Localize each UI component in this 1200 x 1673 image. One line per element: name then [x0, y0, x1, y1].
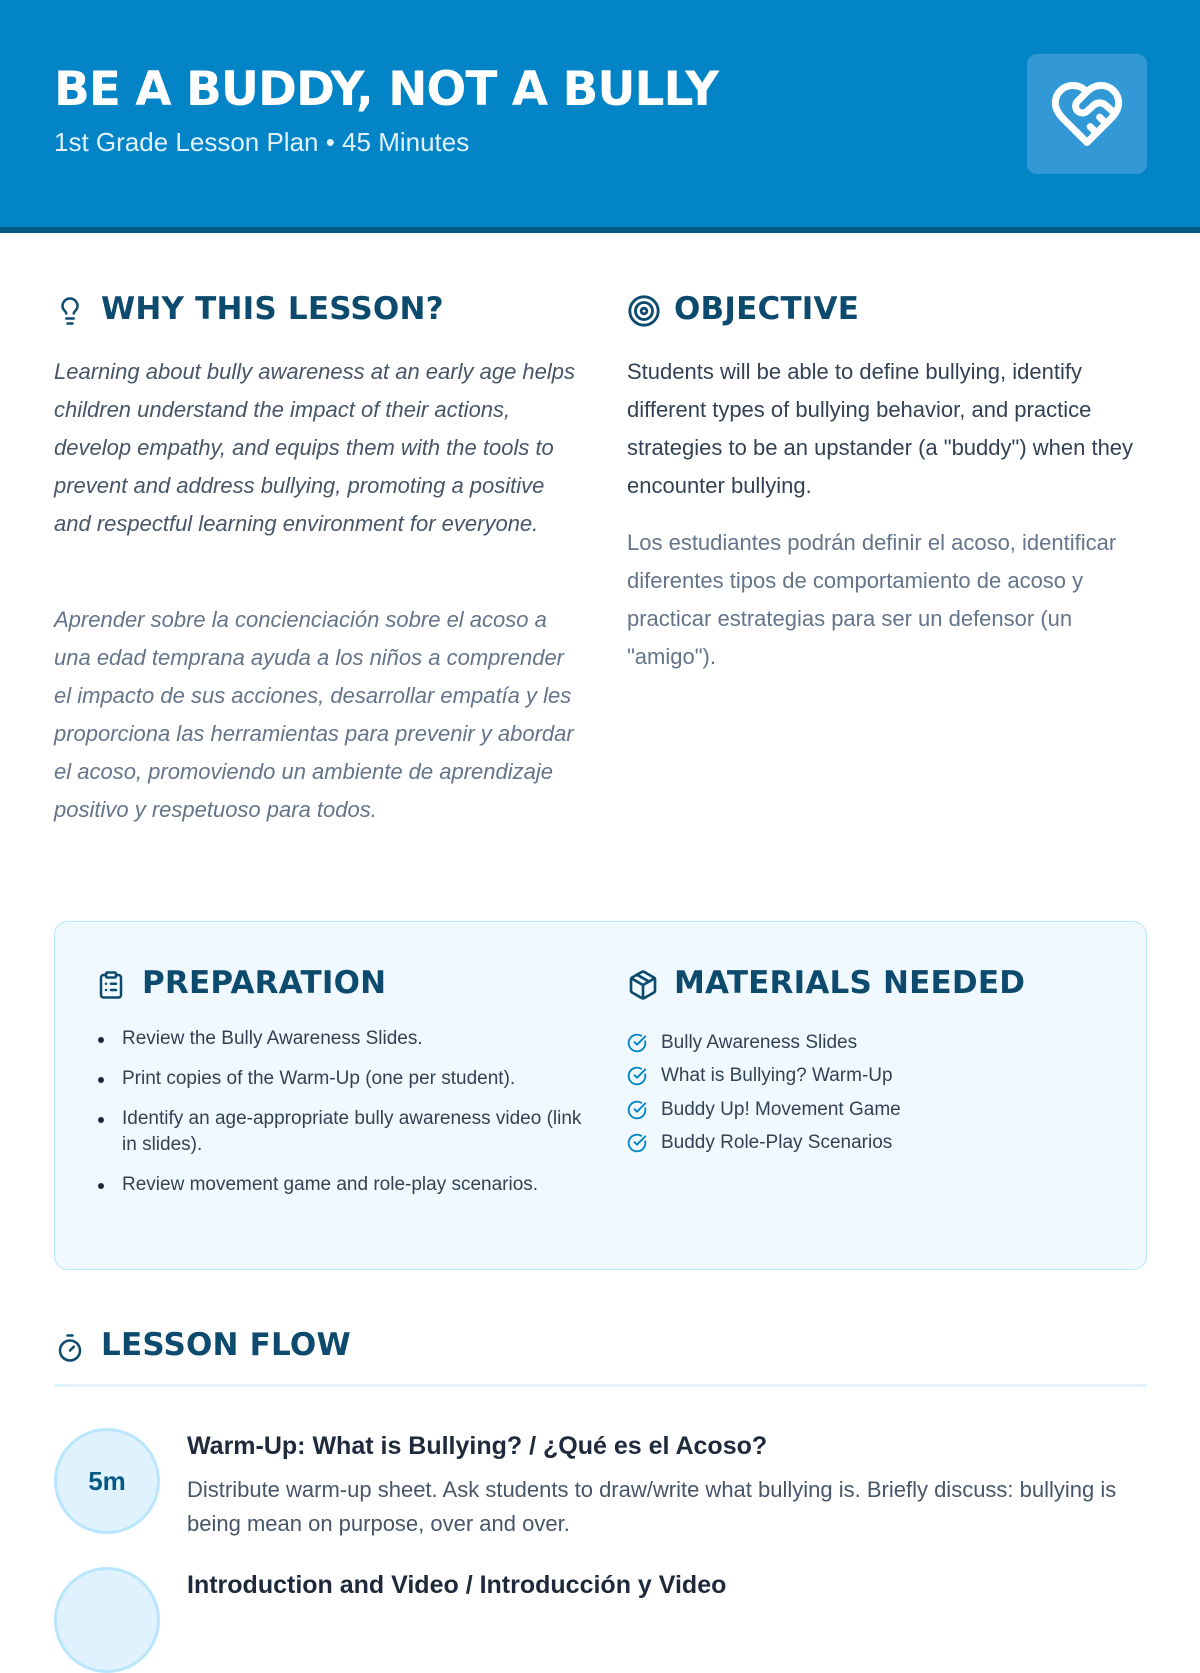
material-label: Bully Awareness Slides [661, 1031, 858, 1053]
preparation-heading: PREPARATION [142, 965, 387, 1001]
step-title: Introduction and Video / Introducción y Video [187, 1571, 727, 1599]
page-header [0, 0, 1200, 233]
list-item: Review movement game and role-play scenarios. [122, 1172, 582, 1198]
check-circle-icon [627, 1066, 647, 1086]
list-item [627, 1127, 1107, 1161]
material-label: Buddy Up! Movement Game [661, 1098, 901, 1120]
list-item [627, 1060, 1107, 1094]
material-label: Buddy Role-Play Scenarios [661, 1132, 893, 1154]
step-title: Warm-Up: What is Bullying? / ¿Qué es el Acoso? [187, 1432, 768, 1460]
materials-heading: MATERIALS NEEDED [674, 965, 1026, 1001]
materials-list [627, 1026, 1107, 1160]
objective-text-es: Los estudiantes podrán definir el acoso, identificar diferentes tipos de comportamiento de acoso y practicar estrategias para ser un defensor (un "amigo"). [627, 530, 1117, 669]
section-divider [54, 1384, 1147, 1387]
material-label: What is Bullying? Warm-Up [661, 1065, 893, 1087]
clipboard-icon [96, 968, 126, 1002]
check-circle-icon [627, 1033, 647, 1053]
preparation-list [122, 1026, 582, 1212]
list-item [627, 1026, 1107, 1060]
list-item: Print copies of the Warm-Up (one per student). [122, 1066, 582, 1092]
page-subtitle: 1st Grade Lesson Plan • 45 Minutes [54, 127, 470, 157]
list-item: Identify an age-appropriate bully awareness video (link in slides). [122, 1106, 582, 1158]
step-description: Distribute warm-up sheet. Ask students to draw/write what bullying is. Briefly discuss: bullying is being mean on purpose, over and over. [187, 1477, 1117, 1536]
why-text-es: Aprender sobre la concienciación sobre el acoso a una edad temprana ayuda a los niños a comprender el impacto de sus acciones, desarrollar empatía y les proporciona las herramientas para prevenir y abordar el acoso, promoviendo un ambiente de aprendizaje positivo y respetuoso para todos. [54, 607, 574, 822]
target-icon [627, 294, 661, 328]
check-circle-icon [627, 1133, 647, 1153]
list-item [627, 1093, 1107, 1127]
step-duration [54, 1567, 160, 1673]
package-icon [627, 968, 659, 1002]
objective-heading: OBJECTIVE [674, 291, 860, 327]
list-item: Review the Bully Awareness Slides. [122, 1026, 582, 1052]
objective-text-en: Students will be able to define bullying, identify different types of bullying behavior, and practice strategies to be an upstander (a "buddy") when they encounter bullying. [627, 359, 1134, 498]
lightbulb-icon [55, 294, 85, 328]
check-circle-icon [627, 1100, 647, 1120]
header-badge [1027, 54, 1147, 174]
lesson-flow-heading: LESSON FLOW [101, 1327, 351, 1363]
why-heading: WHY THIS LESSON? [101, 291, 444, 327]
heart-handshake-icon [1049, 76, 1125, 152]
timer-icon [55, 1332, 85, 1364]
page-title: BE A BUDDY, NOT A BULLY [54, 62, 719, 117]
why-text-en: Learning about bully awareness at an early age helps children understand the impact of their actions, develop empathy, and equips them with the tools to prevent and address bullying, promoting a positive and respectful learning environment for everyone. [54, 359, 576, 536]
step-duration: 5m [54, 1428, 160, 1534]
